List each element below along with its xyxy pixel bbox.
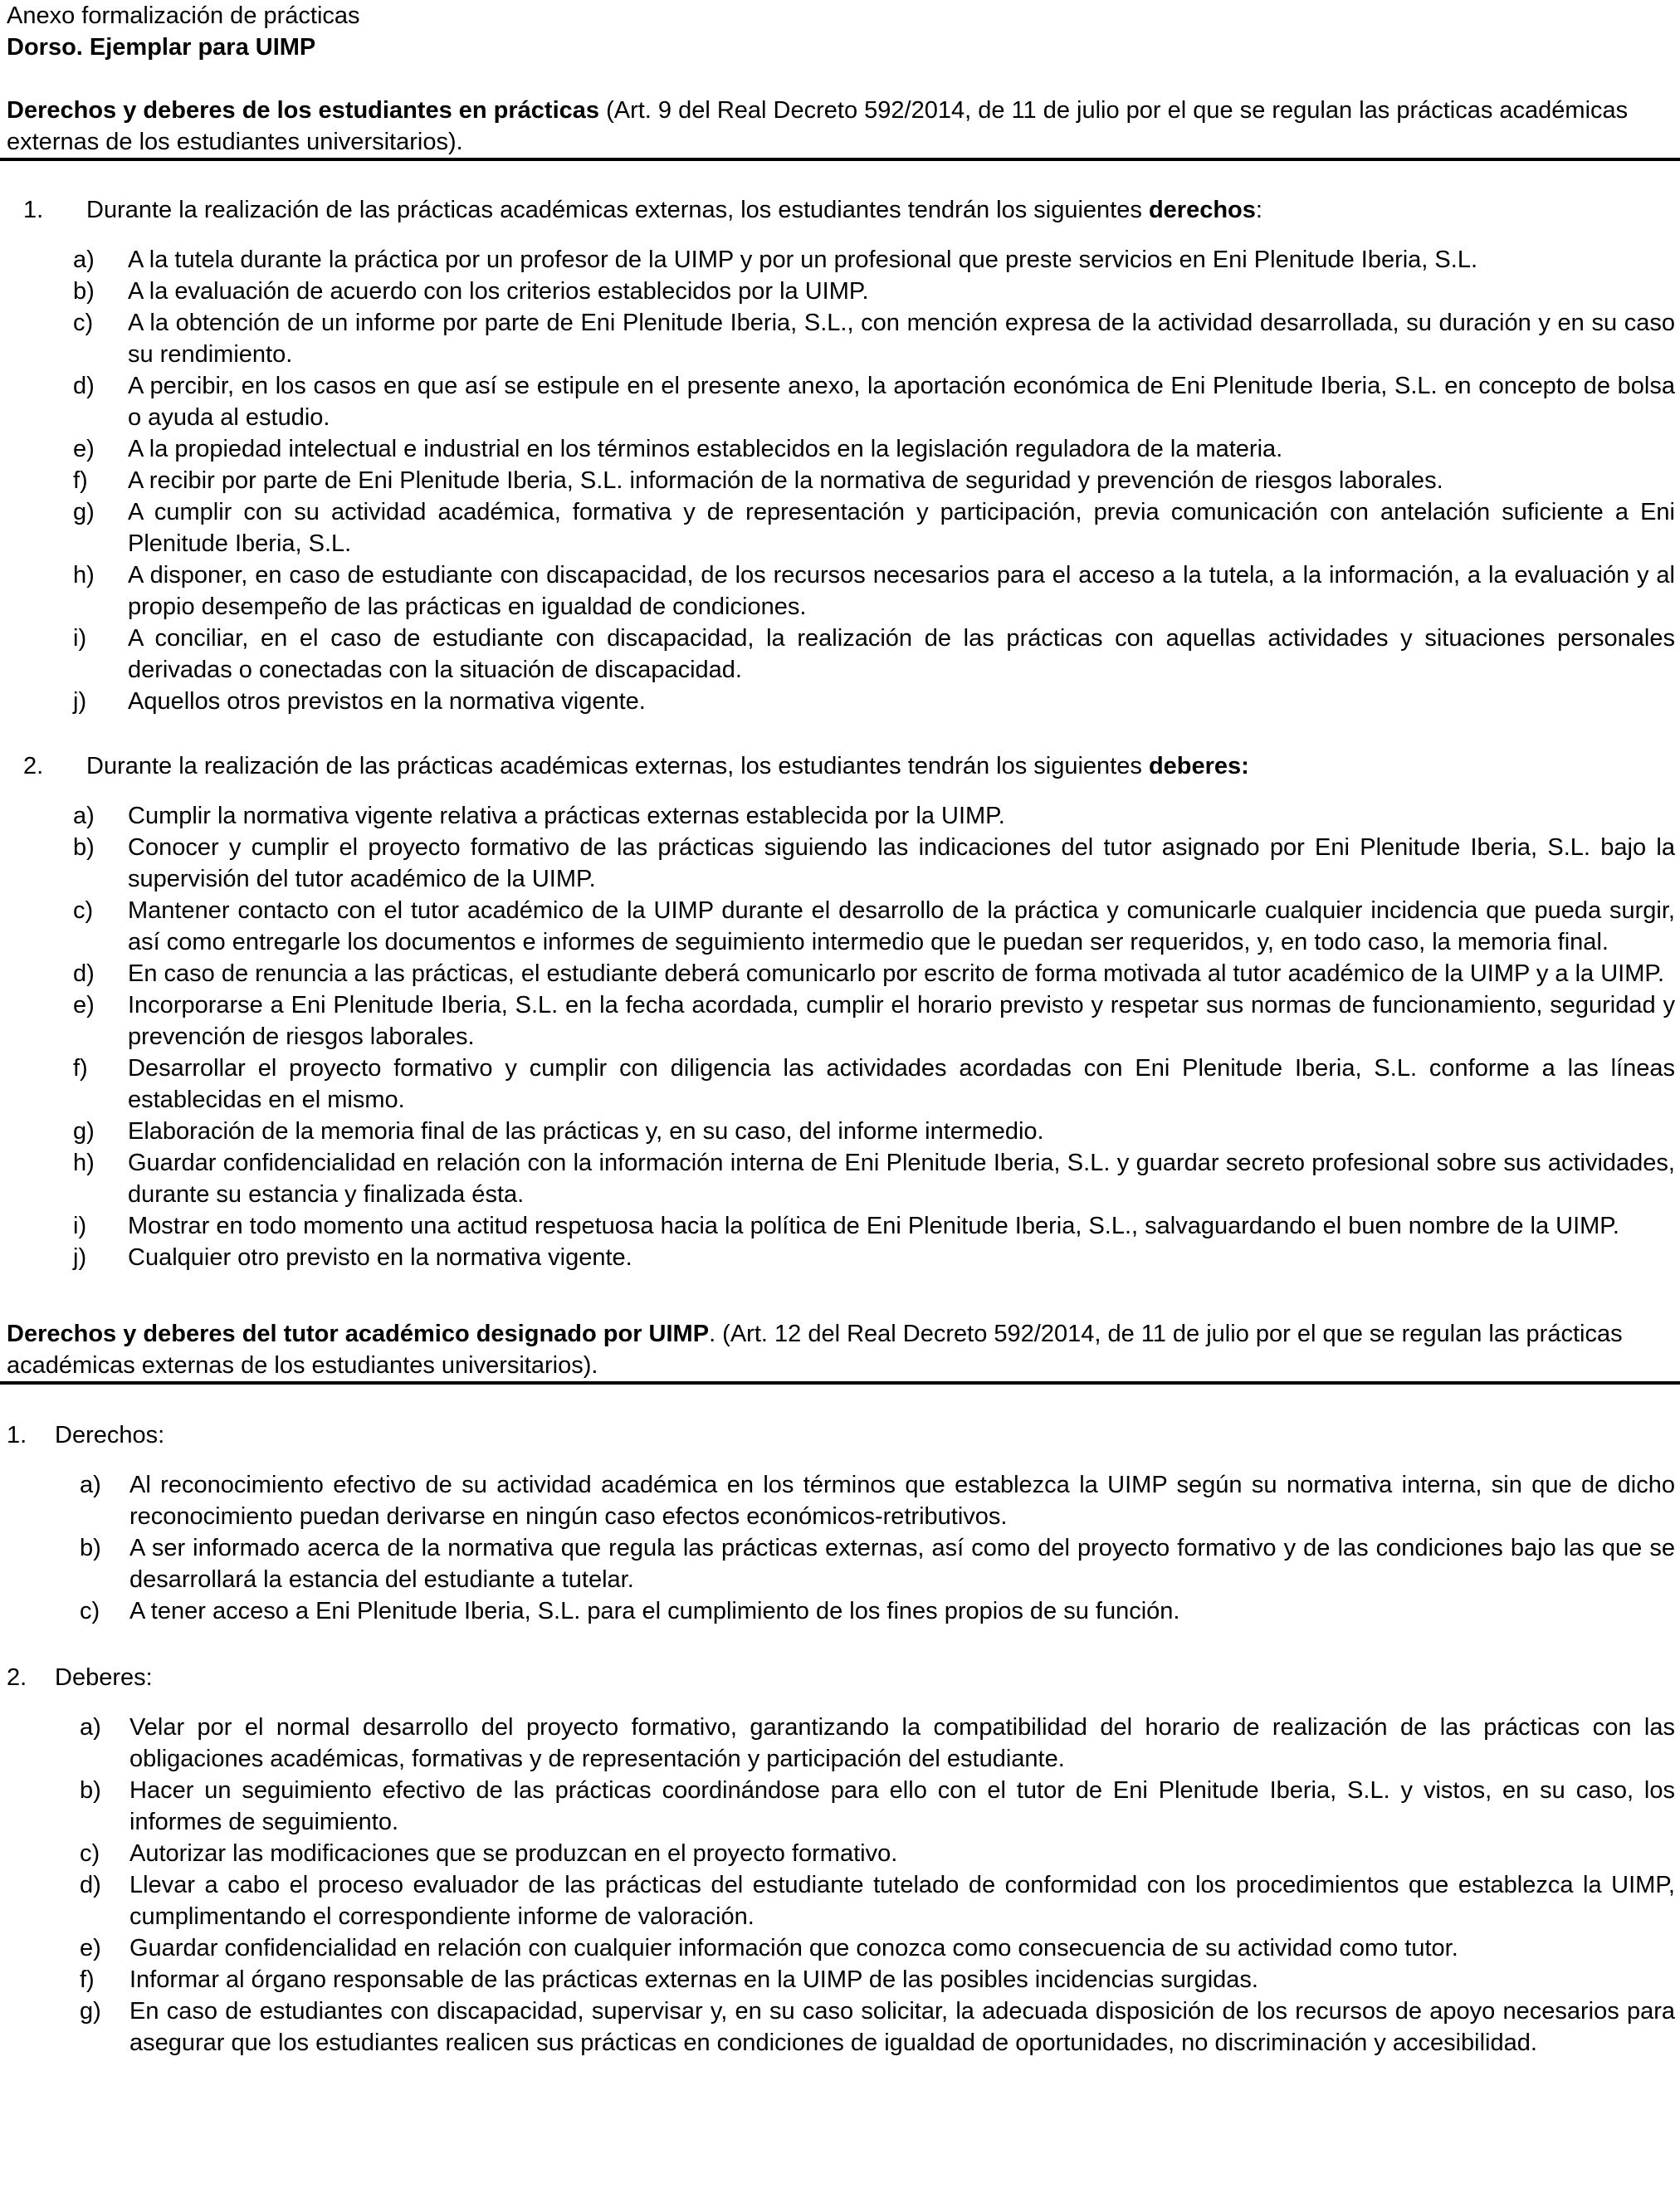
list-item: a) Velar por el normal desarrollo del proyecto formativo, garantizando la compatibilidad del horario de realización de las prácticas con las obligaciones académicas, formativas y de representación y participación del estudiante.	[80, 1714, 1675, 1772]
section-title	[7, 1318, 1680, 1381]
group-heading-label: Deberes:	[55, 1664, 153, 1691]
list-item: e) Guardar confidencialidad en relación con cualquier información que conozca como consecuencia de su actividad como tutor.	[80, 1935, 1458, 1961]
student-duties-group	[7, 750, 1680, 1273]
section-title-bold: Derechos y deberes de los estudiantes en prácticas	[7, 97, 600, 124]
group-heading-label: Derechos:	[55, 1422, 165, 1448]
student-rights-group	[7, 194, 1680, 717]
section-student-rights-duties	[7, 95, 1680, 1273]
student-duties-list	[7, 800, 1680, 1273]
list-item: i) Mostrar en todo momento una actitud respetuosa hacia la política de Eni Plenitude Iberia, S.L., salvaguardando el buen nombre de la UIMP.	[73, 1213, 1619, 1239]
list-item: g) A cumplir con su actividad académica, formativa y de representación y participación, previa comunicación con antelación suficiente a Eni Plenitude Iberia, S.L.	[73, 499, 1675, 557]
list-item: b) A la evaluación de acuerdo con los criterios establecidos por la UIMP.	[73, 278, 869, 305]
document-header	[7, 0, 1680, 63]
list-item: c) A la obtención de un informe por parte de Eni Plenitude Iberia, S.L., con mención expresa de la actividad desarrollada, su duración y en su caso su rendimiento.	[73, 310, 1675, 368]
list-item: h) Guardar confidencialidad en relación con la información interna de Eni Plenitude Iberia, S.L. y guardar secreto profesional sobre sus actividades, durante su estancia y finalizada ésta.	[73, 1150, 1675, 1208]
list-item: b) Hacer un seguimiento efectivo de las prácticas coordinándose para ello con el tutor de Eni Plenitude Iberia, S.L. y vistos, en su caso, los informes de seguimiento.	[80, 1777, 1675, 1835]
list-item: h) A disponer, en caso de estudiante con discapacidad, de los recursos necesarios para el acceso a la tutela, a la información, a la evaluación y al propio desempeño de las prácticas en igualdad de condiciones.	[73, 562, 1675, 620]
list-item: b) A ser informado acerca de la normativa que regula las prácticas externas, así como del proyecto formativo y de las condiciones bajo las que se desarrollará la estancia del estudiante a tutelar.	[80, 1535, 1675, 1593]
section-divider	[0, 1381, 1680, 1385]
list-item: c) Autorizar las modificaciones que se produzcan en el proyecto formativo.	[80, 1840, 898, 1867]
group-intro: Durante la realización de las prácticas académicas externas, los estudiantes tendrán los siguientes deberes:	[86, 753, 1249, 779]
section-title-reference: . (Art. 12 del Real Decreto 592/2014, de 11 de julio por el que se regulan las prácticas académicas externas de los estudiantes universitarios).	[7, 1321, 1623, 1379]
list-item: j) Cualquier otro previsto en la normativa vigente.	[73, 1244, 632, 1271]
list-item: b) Conocer y cumplir el proyecto formativo de las prácticas siguiendo las indicaciones del tutor asignado por Eni Plenitude Iberia, S.L. bajo la supervisión del tutor académico de la UIMP.	[73, 834, 1675, 892]
student-rights-list	[7, 244, 1680, 717]
section-divider	[0, 158, 1680, 161]
list-item: f) Desarrollar el proyecto formativo y cumplir con diligencia las actividades acordadas con Eni Plenitude Iberia, S.L. conforme a las líneas establecidas en el mismo.	[73, 1055, 1675, 1113]
group-number: 1.	[23, 197, 44, 223]
list-item: i) A conciliar, en el caso de estudiante con discapacidad, la realización de las prácticas con aquellas actividades y situaciones personales derivadas o conectadas con la situación de discapacidad.	[73, 625, 1675, 683]
tutor-duties-group	[7, 1662, 1680, 2059]
group-number: 2.	[7, 1664, 27, 1691]
group-intro: Durante la realización de las prácticas académicas externas, los estudiantes tendrán los siguientes derechos:	[86, 197, 1262, 223]
copy-designation: Dorso. Ejemplar para UIMP	[7, 34, 316, 61]
group-heading	[7, 750, 1680, 782]
list-item: c) A tener acceso a Eni Plenitude Iberia, S.L. para el cumplimiento de los fines propios de su función.	[80, 1598, 1180, 1624]
list-item: f) A recibir por parte de Eni Plenitude Iberia, S.L. información de la normativa de seguridad y prevención de riesgos laborales.	[73, 467, 1443, 494]
group-number: 2.	[23, 753, 44, 779]
section-title	[7, 95, 1680, 158]
list-item: g) En caso de estudiantes con discapacidad, supervisar y, en su caso solicitar, la adecuada disposición de los recursos de apoyo necesarios para asegurar que los estudiantes realicen sus prácticas en condiciones de igualdad de oportunidades, no discriminación y accesibilidad.	[80, 1998, 1675, 2056]
list-item: e) A la propiedad intelectual e industrial en los términos establecidos en la legislación reguladora de la materia.	[73, 436, 1283, 462]
group-number: 1.	[7, 1422, 27, 1448]
group-heading	[7, 1662, 1680, 1693]
tutor-rights-group	[7, 1419, 1680, 1627]
list-item: d) Llevar a cabo el proceso evaluador de las prácticas del estudiante tutelado de conformidad con los procedimientos que establezca la UIMP, cumplimentando el correspondiente informe de valoración.	[80, 1872, 1675, 1930]
list-item: e) Incorporarse a Eni Plenitude Iberia, S.L. en la fecha acordada, cumplir el horario previsto y respetar sus normas de funcionamiento, seguridad y prevención de riesgos laborales.	[73, 992, 1675, 1050]
section-tutor-rights-duties	[7, 1318, 1680, 2059]
section-title-reference: (Art. 9 del Real Decreto 592/2014, de 11 de julio por el que se regulan las prácticas académicas externas de los estudiantes universitarios).	[7, 97, 1629, 155]
list-item: a) A la tutela durante la práctica por un profesor de la UIMP y por un profesional que preste servicios en Eni Plenitude Iberia, S.L.	[73, 247, 1478, 273]
list-item: a) Al reconocimiento efectivo de su actividad académica en los términos que establezca la UIMP según su normativa interna, sin que de dicho reconocimiento puedan derivarse en ningún caso efectos económicos-retributivos.	[80, 1472, 1675, 1530]
list-item: g) Elaboración de la memoria final de las prácticas y, en su caso, del informe intermedio.	[73, 1118, 1044, 1145]
list-item: d) En caso de renuncia a las prácticas, el estudiante deberá comunicarlo por escrito de forma motivada al tutor académico de la UIMP y a la UIMP.	[73, 960, 1665, 987]
group-heading	[7, 194, 1680, 226]
section-title-bold: Derechos y deberes del tutor académico designado por UIMP	[7, 1321, 710, 1347]
list-item: f) Informar al órgano responsable de las prácticas externas en la UIMP de las posibles incidencias surgidas.	[80, 1966, 1258, 1993]
tutor-rights-list	[7, 1469, 1680, 1627]
list-item: a) Cumplir la normativa vigente relativa a prácticas externas establecida por la UIMP.	[73, 803, 1005, 829]
group-heading	[7, 1419, 1680, 1451]
annex-title: Anexo formalización de prácticas	[7, 2, 360, 29]
list-item: d) A percibir, en los casos en que así se estipule en el presente anexo, la aportación económica de Eni Plenitude Iberia, S.L. en concepto de bolsa o ayuda al estudio.	[73, 373, 1675, 431]
list-item: c) Mantener contacto con el tutor académico de la UIMP durante el desarrollo de la práctica y comunicarle cualquier incidencia que pueda surgir, así como entregarle los documentos e informes de seguimiento intermedio que le puedan ser requeridos, y, en todo caso, la memoria final.	[73, 897, 1675, 955]
tutor-duties-list	[7, 1712, 1680, 2059]
list-item: j) Aquellos otros previstos en la normativa vigente.	[73, 688, 646, 715]
